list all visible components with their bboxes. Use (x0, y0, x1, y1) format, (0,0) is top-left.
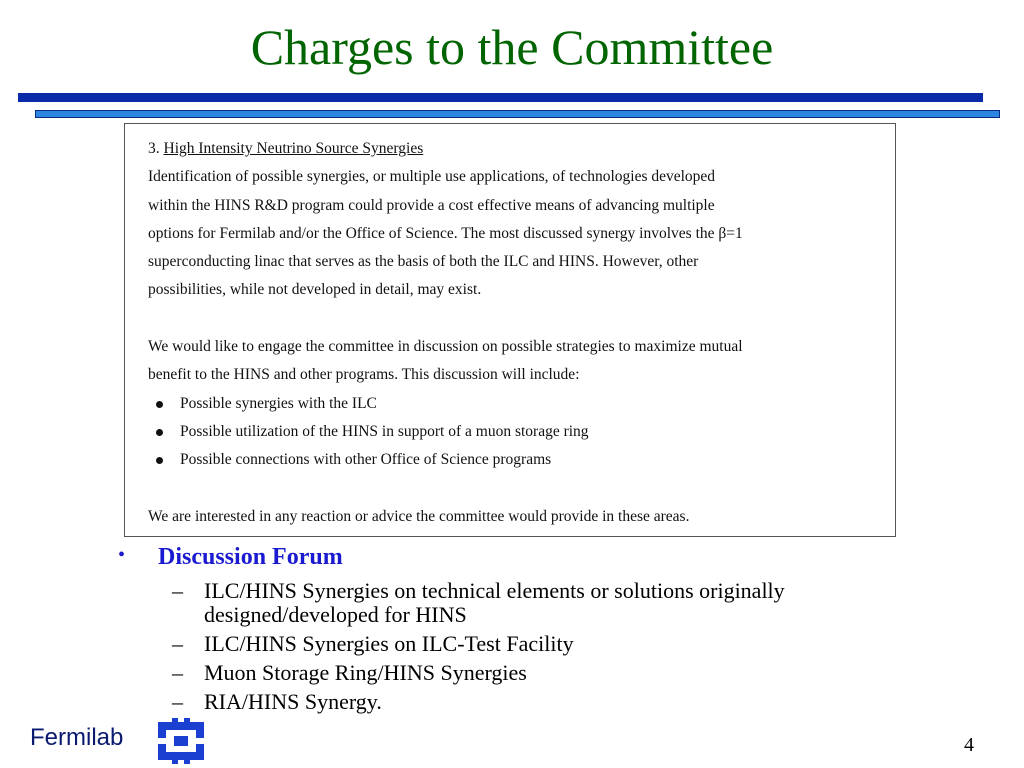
charge-line: options for Fermilab and/or the Office of Science. The most discussed synergy involves the β=1 (148, 224, 743, 242)
title-rule-light (35, 110, 1000, 118)
bullet-dot-icon (156, 401, 163, 408)
charge-line: within the HINS R&D program could provide a cost effective means of advancing multiple (148, 196, 715, 214)
paragraph-gap (148, 475, 895, 503)
charge-line: benefit to the HINS and other programs. This discussion will include: (148, 366, 580, 384)
slide-title: Charges to the Committee (250, 19, 774, 75)
forum-item (118, 579, 918, 627)
forum-dash: – (172, 660, 183, 685)
fermilab-wordmark: Fermilab (30, 724, 124, 751)
charge-line: possibilities, while not developed in detail, may exist. (148, 281, 482, 299)
forum-item-text: Muon Storage Ring/HINS Synergies (204, 660, 527, 685)
charge-bullet-item (148, 390, 895, 418)
charge-line: superconducting linac that serves as the basis of both the ILC and HINS. However, other (148, 253, 699, 271)
charge-document-excerpt (124, 123, 896, 537)
charge-closing: We are interested in any reaction or advice the committee would provide in these areas. (148, 507, 690, 525)
forum-item-text: RIA/HINS Synergy. (204, 689, 382, 714)
fermilab-logo-icon (156, 716, 206, 766)
forum-dash: – (172, 689, 183, 714)
forum-heading: Discussion Forum (158, 544, 343, 570)
forum-dash: – (172, 578, 183, 603)
forum-item-text: ILC/HINS Synergies on technical elements or solutions originally designed/developed for HINS (204, 578, 785, 627)
bullet-dot-icon (156, 429, 163, 436)
charge-number: 3. (148, 140, 160, 157)
charge-heading-line (148, 135, 895, 163)
forum-item (118, 690, 918, 714)
forum-dash: – (172, 631, 183, 656)
forum-item (118, 632, 918, 656)
forum-heading-row (118, 544, 918, 574)
charge-bullet-item (148, 418, 895, 446)
forum-item-text: ILC/HINS Synergies on ILC-Test Facility (204, 631, 574, 656)
charge-bullet-text: Possible synergies with the ILC (180, 394, 377, 412)
forum-bullet: • (118, 544, 126, 566)
title-rule-dark (18, 93, 983, 102)
charge-line: We would like to engage the committee in discussion on possible strategies to maximize mutual (148, 338, 743, 356)
charge-bullet-item (148, 446, 895, 474)
paragraph-gap (148, 305, 895, 333)
bullet-dot-icon (156, 457, 163, 464)
charge-heading: High Intensity Neutrino Source Synergies (163, 140, 424, 157)
charge-bullet-text: Possible utilization of the HINS in support of a muon storage ring (180, 422, 589, 440)
charge-bullet-text: Possible connections with other Office of Science programs (180, 451, 552, 469)
page-number: 4 (964, 734, 974, 756)
forum-item (118, 661, 918, 685)
charge-line: Identification of possible synergies, or multiple use applications, of technologies developed (148, 168, 716, 186)
discussion-forum-section (118, 544, 918, 714)
